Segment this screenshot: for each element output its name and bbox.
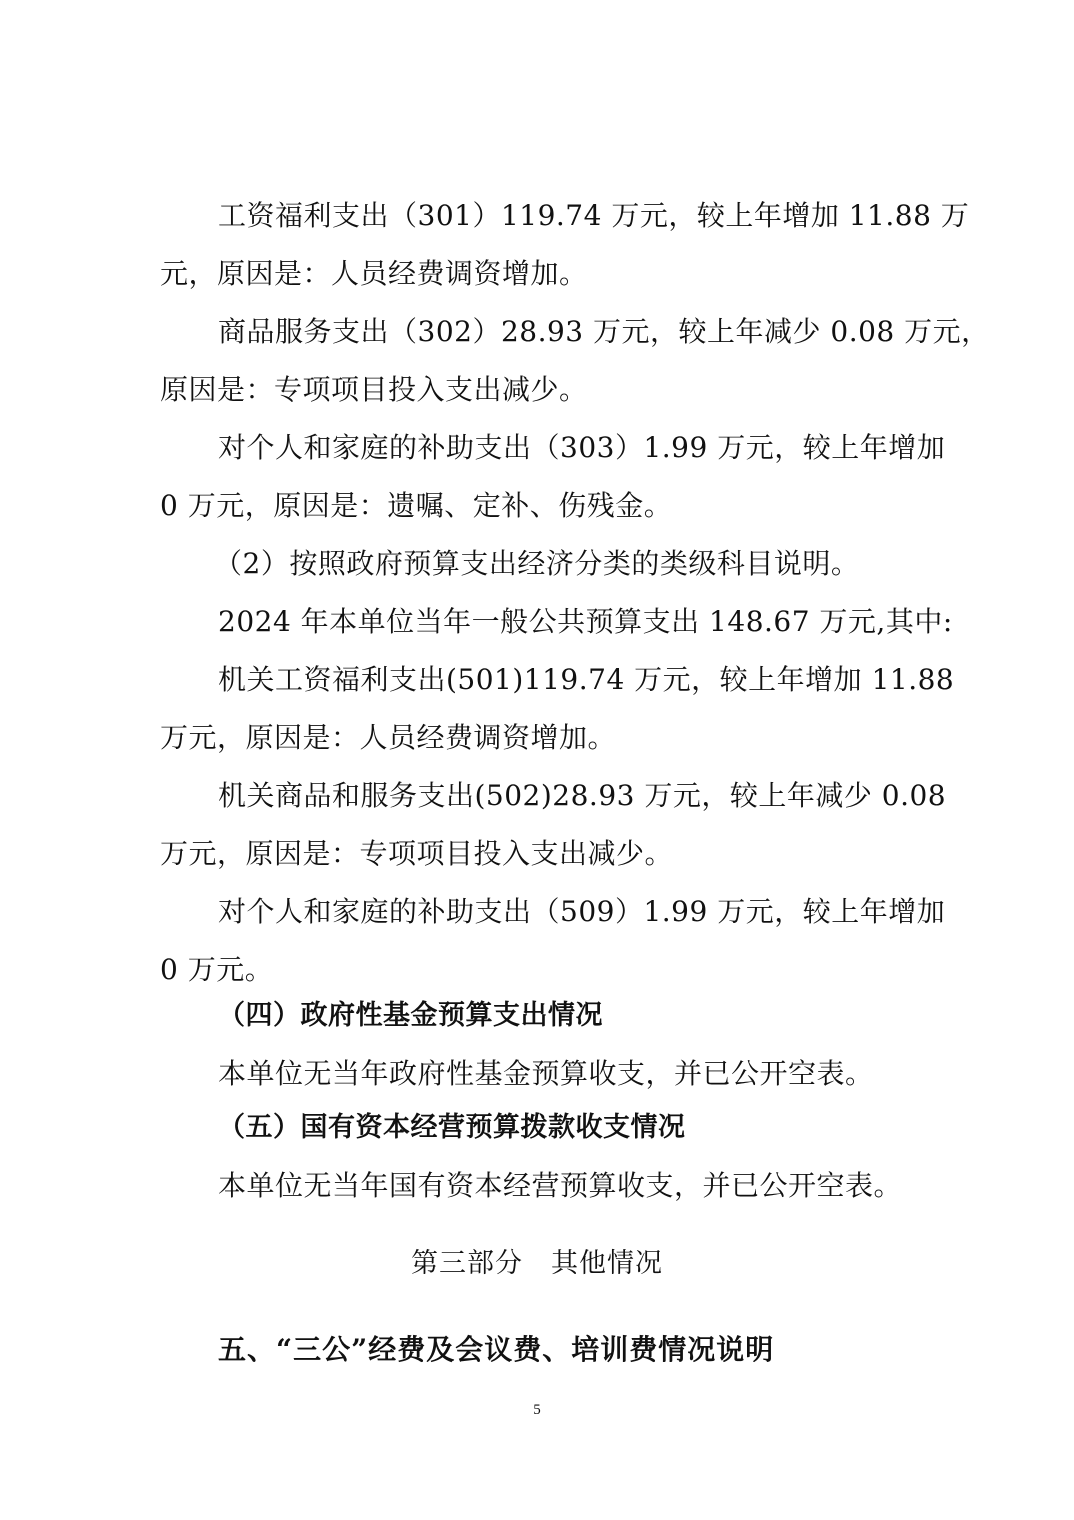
para-subsidy-line2: 0 万元，原因是：遗嘱、定补、伤残金。: [160, 489, 673, 522]
section5-title: 五、“三公”经费及会议费、培训费情况说明: [218, 1333, 775, 1366]
para-502-line1: 机关商品和服务支出(502)28.93 万元，较上年减少 0.08: [218, 779, 947, 812]
para-wage-line1: 工资福利支出（301）119.74 万元，较上年增加 11.88 万: [218, 199, 970, 232]
subsection-5-title: （五）国有资本经营预算拨款收支情况: [218, 1112, 686, 1143]
para-502-line2: 万元，原因是：专项项目投入支出减少。: [160, 837, 674, 870]
para-goods-line1: 商品服务支出（302）28.93 万元，较上年减少 0.08 万元，: [218, 315, 990, 348]
para-509-line2: 0 万元。: [160, 953, 274, 986]
para-501-line2: 万元，原因是：人员经费调资增加。: [160, 721, 617, 754]
page-number: 5: [533, 1402, 541, 1418]
para-total-spending: 2024 年本单位当年一般公共预算支出 148.67 万元,其中:: [218, 605, 953, 638]
subsection-5-body: 本单位无当年国有资本经营预算收支，并已公开空表。: [218, 1169, 903, 1202]
subsection-4-body: 本单位无当年政府性基金预算收支，并已公开空表。: [218, 1057, 874, 1090]
para-509-line1: 对个人和家庭的补助支出（509）1.99 万元，较上年增加: [218, 895, 946, 928]
para-goods-line2: 原因是：专项项目投入支出减少。: [160, 373, 588, 406]
part3-title: 第三部分 其他情况: [411, 1248, 663, 1279]
para-subsidy-line1: 对个人和家庭的补助支出（303）1.99 万元，较上年增加: [218, 431, 946, 464]
para-wage-line2: 元，原因是：人员经费调资增加。: [160, 257, 588, 290]
subsection-4-title: （四）政府性基金预算支出情况: [218, 1000, 603, 1031]
para-classification-heading: （2）按照政府预算支出经济分类的类级科目说明。: [214, 547, 860, 580]
para-501-line1: 机关工资福利支出(501)119.74 万元，较上年增加 11.88: [218, 663, 955, 696]
